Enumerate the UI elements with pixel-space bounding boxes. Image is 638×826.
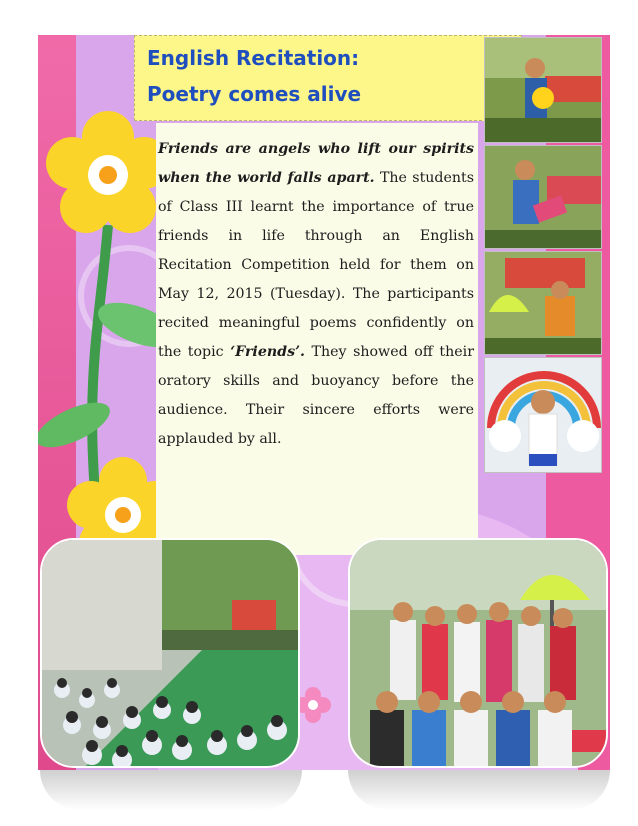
student-with-umbrella-prop-photo [484, 251, 602, 355]
title-banner [134, 35, 522, 121]
article-panel [156, 123, 478, 555]
article-lead-quote: Friends are angels who lift our spirits when the world falls apart. [158, 141, 474, 186]
article-topic: ‘Friends’. [230, 344, 305, 360]
page-title-line-2: Poetry comes alive [147, 82, 362, 106]
photo-reflection [40, 770, 302, 810]
boy-reciting-photo [484, 37, 602, 143]
article-body-part-2: They showed off their oratory skills and buoyancy before the audience. Their sincere efforts were applauded by all. [158, 344, 474, 447]
article-body-part-1: The students of Class III learnt the importance of true friends in life through an English Recitation Competition held for them on May 12, 2015 (Tuesday). The participants recited meaningful poems confidently on the topic [158, 170, 475, 360]
page-title-line-1: English Recitation: [147, 46, 360, 70]
article-paragraph [158, 135, 474, 454]
girl-with-rainbow-backdrop-photo [484, 357, 602, 473]
participants-group-photo [348, 538, 608, 768]
photo-reflection [348, 770, 610, 810]
audience-watching-photo [40, 538, 300, 768]
newsletter-page [38, 35, 610, 770]
boy-with-friendship-card-photo [484, 145, 602, 249]
